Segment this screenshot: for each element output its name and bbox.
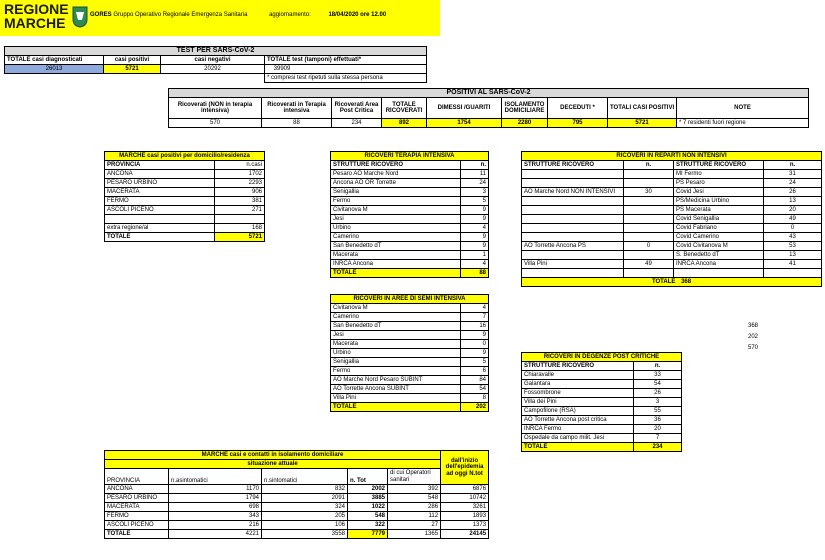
ni-structure-left xyxy=(522,215,624,224)
table-row xyxy=(522,269,822,278)
ni-structure-left: AO Marche Nord NON INTENSIVI xyxy=(522,188,624,197)
test-header: TOTALE casi diagnosticati xyxy=(5,56,104,65)
ni-structure-right: Covid Senigallia xyxy=(674,215,764,224)
ni-count-right: 53 xyxy=(764,242,822,251)
ni-structure-right: PS Pesaro xyxy=(674,179,764,188)
iso-cell: 698 xyxy=(169,503,262,512)
iso-cell: 6876 xyxy=(441,485,489,494)
si-structure: San Benedetto dT xyxy=(331,322,461,331)
ni-count-right: 20 xyxy=(764,206,822,215)
si-structure: AO Marche Nord Pesaro SUBINT xyxy=(331,376,461,385)
ni-structure-left xyxy=(522,197,624,206)
table-row xyxy=(105,206,265,215)
positivi-value: 795 xyxy=(548,119,608,128)
ni-count-left xyxy=(624,269,674,278)
loose-number: 570 xyxy=(748,345,759,351)
ti-count: 4 xyxy=(461,224,489,233)
si-structure: Fermo xyxy=(331,367,461,376)
province-count: 271 xyxy=(215,206,265,215)
province-total-value: 5721 xyxy=(215,233,265,242)
iso-cell: 10742 xyxy=(441,494,489,503)
iso-cell: 205 xyxy=(262,512,348,521)
ni-count-left xyxy=(624,233,674,242)
marche-shield-icon xyxy=(72,6,88,28)
ni-count-left: 49 xyxy=(624,260,674,269)
table-row xyxy=(105,188,265,197)
iso-total-cell: 24145 xyxy=(441,530,489,539)
table-row xyxy=(522,233,822,242)
table-row xyxy=(522,251,822,260)
table-row xyxy=(331,376,489,385)
ni-count-right: 13 xyxy=(764,197,822,206)
pc-col-header: STRUTTURE RICOVERO xyxy=(522,362,634,371)
ti-structure: INRCA Ancona xyxy=(331,260,461,269)
iso-header: n.asintomatici xyxy=(169,469,262,485)
si-structure: Urbino xyxy=(331,349,461,358)
positivi-value: 88 xyxy=(262,119,332,128)
terapia-intensiva-table xyxy=(330,151,489,278)
pc-structure: INRCA Fermo xyxy=(522,425,634,434)
regione-marche-logo xyxy=(4,2,69,30)
ni-structure-left xyxy=(522,224,624,233)
ti-structure: Senigallia xyxy=(331,188,461,197)
positivi-value: 5721 xyxy=(608,119,677,128)
positivi-header: TOTALE RICOVERATI xyxy=(382,98,427,119)
iso-cell: FERMO xyxy=(105,512,169,521)
ti-count: 3 xyxy=(461,188,489,197)
pc-structure: Galantara xyxy=(522,380,634,389)
test-total-tests: 39909 xyxy=(273,65,291,72)
iso-total-cell: 7779 xyxy=(348,530,388,539)
iso-cell: ASCOLI PICENO xyxy=(105,521,169,530)
ti-structure: Fermo xyxy=(331,197,461,206)
ni-total-value: 368 xyxy=(681,278,692,285)
ni-count-left xyxy=(624,215,674,224)
positivi-header: Ricoverati (NON in terapia intensiva) xyxy=(169,98,262,119)
table-row xyxy=(522,188,822,197)
province-name: ASCOLI PICENO xyxy=(105,206,215,215)
ni-structure-left xyxy=(522,233,624,242)
table-row xyxy=(522,425,682,434)
update-value: 18/04/2020 ore 12.00 xyxy=(328,12,387,18)
test-negative: 20292 xyxy=(161,65,265,74)
table-row xyxy=(105,197,265,206)
positivi-header: DECEDUTI * xyxy=(548,98,608,119)
ti-structure: Ancona AO OR Torrette xyxy=(331,179,461,188)
positivi-note: * 7 residenti fuori regione xyxy=(677,119,809,128)
pc-count: 3 xyxy=(634,398,682,407)
province-count: 2293 xyxy=(215,179,265,188)
test-header: casi negativi xyxy=(161,56,265,65)
test-table xyxy=(4,46,427,83)
table-row xyxy=(331,349,489,358)
si-total-value: 202 xyxy=(461,403,489,412)
test-header: TOTALE test (tamponi) effettuati* xyxy=(265,56,427,65)
header-banner xyxy=(0,0,440,36)
ni-structure-right: MI Fermo xyxy=(674,170,764,179)
province-name: ANCONA xyxy=(105,170,215,179)
iso-cell: 324 xyxy=(262,503,348,512)
ni-col-header: n. xyxy=(764,161,822,170)
iso-cell: 322 xyxy=(348,521,388,530)
iso-cell: 3885 xyxy=(348,494,388,503)
table-row xyxy=(522,407,682,416)
positivi-value: 234 xyxy=(332,119,382,128)
table-row xyxy=(331,188,489,197)
si-count: 84 xyxy=(461,376,489,385)
ni-count-right: 24 xyxy=(764,179,822,188)
province-name xyxy=(105,215,215,224)
ti-structure: Civitanova M xyxy=(331,206,461,215)
ni-count-right: 31 xyxy=(764,170,822,179)
iso-total-cell: 3558 xyxy=(262,530,348,539)
pc-total-value: 234 xyxy=(634,443,682,452)
si-count: 9 xyxy=(461,349,489,358)
table-row xyxy=(331,242,489,251)
iso-cell: 1170 xyxy=(169,485,262,494)
iso-cell: 112 xyxy=(388,512,441,521)
table-row xyxy=(331,206,489,215)
table-row xyxy=(331,340,489,349)
ti-count: 9 xyxy=(461,233,489,242)
iso-subtitle: situazione attuale xyxy=(105,460,441,469)
ni-structure-right: Covid Camerino xyxy=(674,233,764,242)
province-count: 1702 xyxy=(215,170,265,179)
iso-header: n.sintomatici xyxy=(262,469,348,485)
ni-count-right: 43 xyxy=(764,233,822,242)
ni-structure-left xyxy=(522,170,624,179)
post-critiche-table xyxy=(521,352,682,452)
table-row xyxy=(105,215,265,224)
ni-count-right: 49 xyxy=(764,215,822,224)
table-row xyxy=(331,224,489,233)
table-row xyxy=(522,242,822,251)
ti-count: 9 xyxy=(461,206,489,215)
pc-structure: Ospedale da campo milit. Jesi xyxy=(522,434,634,443)
table-row xyxy=(331,260,489,269)
ni-structure-right: Covid Fabriano xyxy=(674,224,764,233)
table-row xyxy=(522,389,682,398)
iso-cell: ANCONA xyxy=(105,485,169,494)
iso-cell: 1373 xyxy=(441,521,489,530)
ni-structure-right: PS Macerata xyxy=(674,206,764,215)
province-count: 381 xyxy=(215,197,265,206)
loose-number: 202 xyxy=(748,334,759,340)
si-total-label: TOTALE xyxy=(331,403,461,412)
test-total-tests-cell xyxy=(265,65,427,74)
si-structure: Jesi xyxy=(331,331,461,340)
pc-count: 26 xyxy=(634,389,682,398)
ti-total-label: TOTALE xyxy=(331,269,461,278)
province-col-header: PROVINCIA xyxy=(105,161,215,170)
table-row xyxy=(105,494,489,503)
pc-count: 36 xyxy=(634,416,682,425)
table-row xyxy=(522,371,682,380)
province-count: 168 xyxy=(215,224,265,233)
province-col-header: n.casi xyxy=(215,161,265,170)
iso-total-cell: TOTALE xyxy=(105,530,169,539)
iso-title: MARCHE casi e contatti in isolamento domiciliare xyxy=(105,451,441,460)
iso-total-cell: 1365 xyxy=(388,530,441,539)
pc-count: 55 xyxy=(634,407,682,416)
ni-structure-right: S. Benedetto dT xyxy=(674,251,764,260)
positivi-header: Ricoverati in Terapia intensiva xyxy=(262,98,332,119)
ni-structure-right: Covid Jesi xyxy=(674,188,764,197)
ni-title: RICOVERI IN REPARTI NON INTENSIVI xyxy=(522,152,822,161)
iso-header-since-start: dall'inizio dell'epidemia ad oggi N.tot xyxy=(441,451,489,485)
table-row xyxy=(522,197,822,206)
gores-label: GORES xyxy=(90,12,112,18)
iso-cell: 1022 xyxy=(348,503,388,512)
positivi-header: DIMESSI /GUARITI xyxy=(427,98,502,119)
province-title: MARCHE casi positivi per domicilio/residenza xyxy=(105,152,265,161)
ni-count-right xyxy=(764,269,822,278)
si-structure: Civitanova M xyxy=(331,304,461,313)
si-structure: AO Torrette Ancona SUBINT xyxy=(331,385,461,394)
iso-cell: 1893 xyxy=(441,512,489,521)
positivi-title: POSITIVI AL SARS-CoV-2 xyxy=(169,89,809,98)
ni-count-right: 0 xyxy=(764,224,822,233)
test-note: * compresi test ripetuti sulla stessa persona xyxy=(265,74,427,83)
province-name: FERMO xyxy=(105,197,215,206)
table-row xyxy=(331,385,489,394)
iso-cell: 1794 xyxy=(169,494,262,503)
ni-count-left xyxy=(624,197,674,206)
test-positive: 5721 xyxy=(104,65,161,74)
pc-structure: AO Torrette Ancona post critica xyxy=(522,416,634,425)
ni-count-right: 41 xyxy=(764,260,822,269)
pc-col-header: n. xyxy=(634,362,682,371)
ni-count-left xyxy=(624,170,674,179)
positivi-header: ISOLAMENTO DOMICILIARE xyxy=(502,98,548,119)
table-row xyxy=(331,322,489,331)
table-row xyxy=(522,179,822,188)
iso-cell: 343 xyxy=(169,512,262,521)
table-row xyxy=(522,170,822,179)
iso-cell: 2091 xyxy=(262,494,348,503)
table-row xyxy=(522,215,822,224)
pc-count: 20 xyxy=(634,425,682,434)
logo-line1: REGIONE xyxy=(4,1,69,17)
iso-total-cell: 4221 xyxy=(169,530,262,539)
province-table xyxy=(104,151,265,242)
pc-count: 7 xyxy=(634,434,682,443)
ni-count-right: 26 xyxy=(764,188,822,197)
positivi-value: 1754 xyxy=(427,119,502,128)
ti-structure: San Benedetto dT xyxy=(331,242,461,251)
province-count xyxy=(215,215,265,224)
province-count: 906 xyxy=(215,188,265,197)
ti-count: 1 xyxy=(461,251,489,260)
table-row xyxy=(331,215,489,224)
ti-count: 11 xyxy=(461,170,489,179)
iso-cell: 548 xyxy=(348,512,388,521)
ni-structure-left xyxy=(522,179,624,188)
test-title: TEST PER SARS-CoV-2 xyxy=(5,47,427,56)
si-count: 8 xyxy=(461,394,489,403)
table-row xyxy=(105,512,489,521)
table-row xyxy=(105,485,489,494)
table-row xyxy=(522,224,822,233)
ni-col-header: STRUTTURE RICOVERO xyxy=(522,161,624,170)
ti-col-header: STRUTTURE RICOVERO xyxy=(331,161,461,170)
si-structure: Macerata xyxy=(331,340,461,349)
ni-structure-left xyxy=(522,251,624,260)
province-name: extra regione/al xyxy=(105,224,215,233)
iso-cell: MACERATA xyxy=(105,503,169,512)
table-row xyxy=(331,394,489,403)
pc-count: 54 xyxy=(634,380,682,389)
ni-count-left xyxy=(624,206,674,215)
table-row xyxy=(105,179,265,188)
ti-count: 4 xyxy=(461,260,489,269)
ni-count-left: 0 xyxy=(624,242,674,251)
isolamento-table xyxy=(104,450,489,539)
table-row xyxy=(331,179,489,188)
iso-cell: 392 xyxy=(388,485,441,494)
ni-structure-right: Covid Civitanova M xyxy=(674,242,764,251)
iso-cell: 27 xyxy=(388,521,441,530)
ti-title: RICOVERI TERAPIA INTENSIVA xyxy=(331,152,489,161)
si-count: 7 xyxy=(461,313,489,322)
ni-col-header: n. xyxy=(624,161,674,170)
table-row xyxy=(105,224,265,233)
ni-count-left xyxy=(624,179,674,188)
ni-count-left xyxy=(624,251,674,260)
table-row xyxy=(331,313,489,322)
loose-number: 368 xyxy=(748,323,759,329)
iso-cell: 286 xyxy=(388,503,441,512)
pc-title: RICOVERI IN DEGENZE POST CRITICHE xyxy=(522,353,682,362)
pc-structure: Chiaravalle xyxy=(522,371,634,380)
ni-total xyxy=(522,278,822,287)
ti-structure: Urbino xyxy=(331,224,461,233)
positivi-header: TOTALI CASI POSITIVI xyxy=(608,98,677,119)
pc-total-label: TOTALE xyxy=(522,443,634,452)
positivi-value: 570 xyxy=(169,119,262,128)
table-row xyxy=(522,398,682,407)
positivi-header: NOTE xyxy=(677,98,809,119)
table-row xyxy=(331,358,489,367)
ti-total-value: 88 xyxy=(461,269,489,278)
si-count: 5 xyxy=(461,358,489,367)
table-row xyxy=(331,367,489,376)
table-row xyxy=(331,251,489,260)
table-row xyxy=(105,521,489,530)
ni-structure-left xyxy=(522,269,624,278)
ti-structure: Macerata xyxy=(331,251,461,260)
iso-cell: 2002 xyxy=(348,485,388,494)
iso-cell: 832 xyxy=(262,485,348,494)
table-row xyxy=(522,260,822,269)
ti-count: 9 xyxy=(461,215,489,224)
ti-structure: Jesi xyxy=(331,215,461,224)
gores-line xyxy=(90,12,386,18)
table-row xyxy=(105,170,265,179)
positivi-table xyxy=(168,88,809,128)
pc-structure: Fossombrone xyxy=(522,389,634,398)
province-name: MACERATA xyxy=(105,188,215,197)
table-row xyxy=(331,304,489,313)
semi-intensiva-table xyxy=(330,294,489,412)
non-intensivi-table xyxy=(521,151,822,287)
ti-structure: Pesaro AO Marche Nord xyxy=(331,170,461,179)
ni-structure-right: INRCA Ancona xyxy=(674,260,764,269)
iso-header: di cui Operatori sanitari xyxy=(388,469,441,485)
table-row xyxy=(331,233,489,242)
si-count: 54 xyxy=(461,385,489,394)
ni-total-label: TOTALE xyxy=(651,278,676,285)
iso-header: PROVINCIA xyxy=(105,469,169,485)
pc-structure: Campofilone (RSA) xyxy=(522,407,634,416)
ni-col-header: STRUTTURE RICOVERO xyxy=(674,161,764,170)
si-count: 16 xyxy=(461,322,489,331)
iso-cell: PESARO URBINO xyxy=(105,494,169,503)
positivi-value: 2280 xyxy=(502,119,548,128)
si-count: 4 xyxy=(461,304,489,313)
positivi-header: Ricoverati Area Post Critica xyxy=(332,98,382,119)
si-count: 0 xyxy=(461,340,489,349)
logo-line2: MARCHE xyxy=(4,15,66,31)
update-label: aggiornamento: xyxy=(269,12,311,18)
si-structure: Villa Pini xyxy=(331,394,461,403)
ni-structure-right xyxy=(674,269,764,278)
ni-count-right: 13 xyxy=(764,251,822,260)
iso-cell: 216 xyxy=(169,521,262,530)
iso-cell: 3261 xyxy=(441,503,489,512)
positivi-value: 892 xyxy=(382,119,427,128)
table-row xyxy=(522,416,682,425)
ti-count: 5 xyxy=(461,197,489,206)
iso-header: n. Tot xyxy=(348,469,388,485)
test-header: casi positivi xyxy=(104,56,161,65)
si-structure: Camerino xyxy=(331,313,461,322)
ni-count-left xyxy=(624,224,674,233)
pc-structure: Villa dei Pini xyxy=(522,398,634,407)
table-row xyxy=(522,206,822,215)
test-total-cases: 26013 xyxy=(5,65,104,74)
ti-structure: Camerino xyxy=(331,233,461,242)
ti-col-header: n. xyxy=(461,161,489,170)
ni-structure-left: Villa Pini xyxy=(522,260,624,269)
table-row xyxy=(522,434,682,443)
table-row xyxy=(331,331,489,340)
ni-structure-right: PS/Medicina Urbino xyxy=(674,197,764,206)
si-count: 6 xyxy=(461,367,489,376)
table-row xyxy=(331,170,489,179)
province-name: PESARO URBINO xyxy=(105,179,215,188)
si-structure: Senigallia xyxy=(331,358,461,367)
table-row xyxy=(331,197,489,206)
si-count: 9 xyxy=(461,331,489,340)
pc-count: 33 xyxy=(634,371,682,380)
ni-structure-left: AO Torrette Ancona PS xyxy=(522,242,624,251)
gores-desc: Gruppo Operativo Regionale Emergenza Sanitaria xyxy=(113,12,248,18)
si-title: RICOVERI IN AREE DI SEMI INTENSIVA xyxy=(331,295,489,304)
iso-cell: 106 xyxy=(262,521,348,530)
ni-structure-left xyxy=(522,206,624,215)
ti-count: 24 xyxy=(461,179,489,188)
iso-cell: 548 xyxy=(388,494,441,503)
province-total-label: TOTALE xyxy=(105,233,215,242)
ti-count: 9 xyxy=(461,242,489,251)
table-row xyxy=(522,380,682,389)
table-row xyxy=(105,503,489,512)
ni-count-left: 30 xyxy=(624,188,674,197)
